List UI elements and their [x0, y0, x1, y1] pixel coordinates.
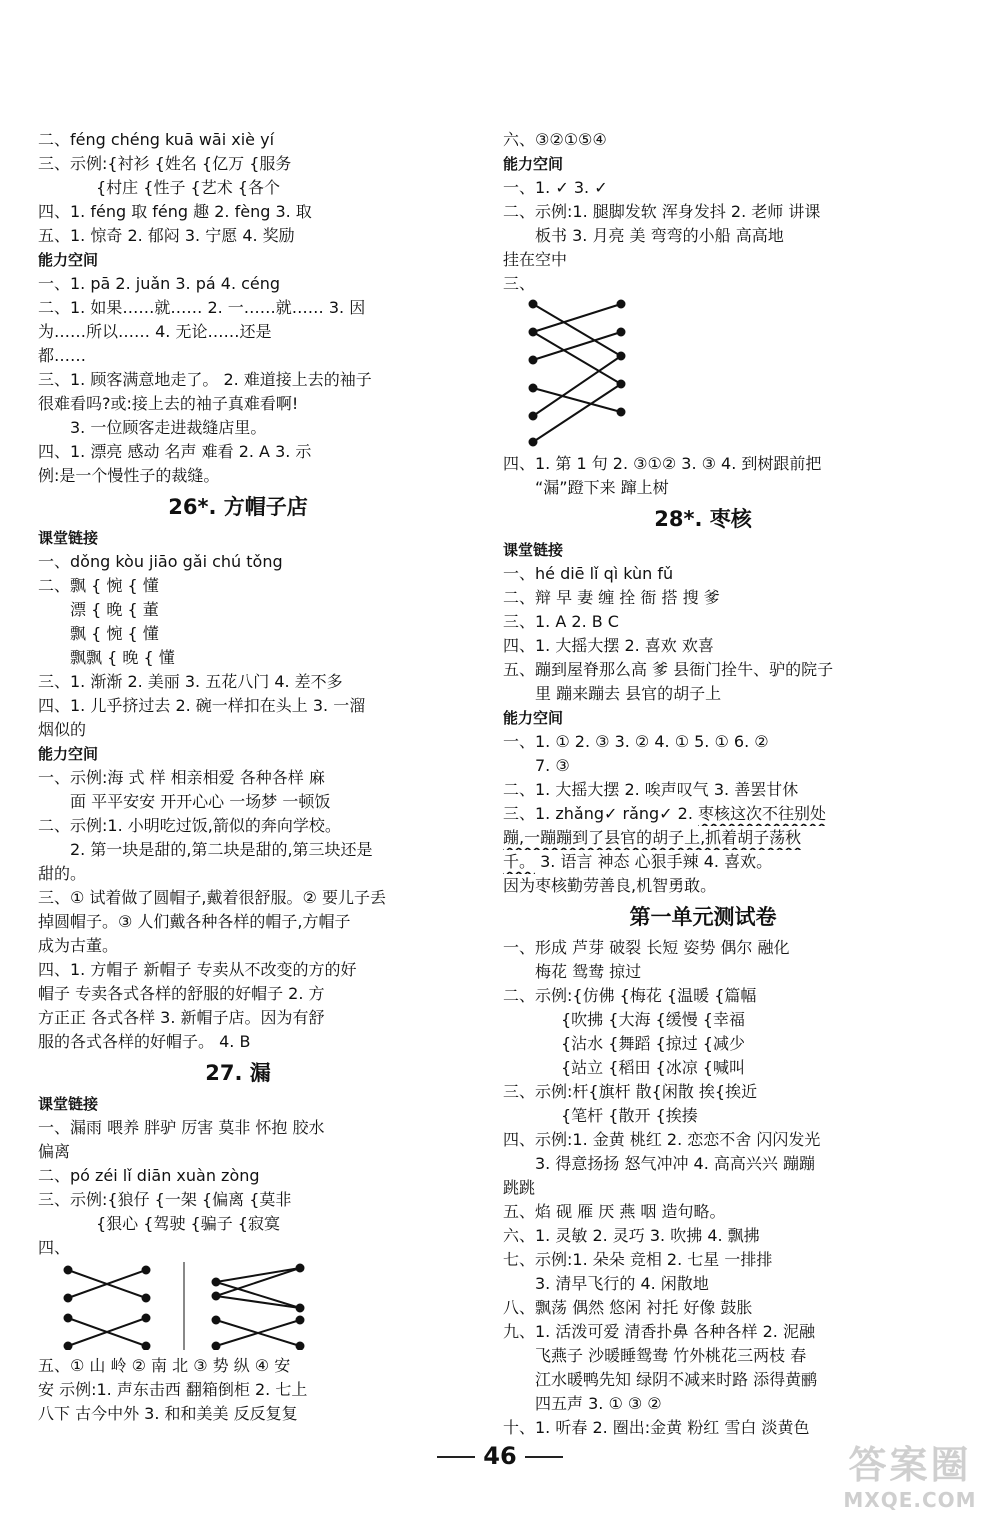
subsection-label: 能力空间	[38, 251, 99, 269]
watermark-logo	[826, 1442, 994, 1522]
answer-line: 3. 清早飞行的 4. 闲散地	[535, 1274, 709, 1293]
answer-line: {狠心 {驾驶 {骗子 {寂寞	[96, 1214, 280, 1233]
answer-line: 二、示例:1. 腿脚发软 浑身发抖 2. 老师 讲课	[503, 202, 821, 221]
answer-line: 一、1. ✓ 3. ✓	[503, 178, 608, 197]
answer-line: 三、示例:{狼仔 {一架 {偏离 {莫非	[38, 1190, 292, 1209]
answer-line: 江水暖鸭先知 绿阴不减来时路 添得黄鹂	[535, 1370, 818, 1389]
answer-line: 十、1. 听春 2. 圈出:金黄 粉红 雪白 淡黄色	[503, 1418, 810, 1437]
answer-line: 三、示例:杆{旗杆 散{闲散 挨{挨近	[503, 1082, 758, 1101]
answer-line: 八下 古今中外 3. 和和美美 反反复复	[38, 1404, 298, 1423]
subsection-label: 能力空间	[503, 709, 564, 727]
answer-line: 飘 { 惋 { 懂	[70, 624, 159, 643]
answer-line: 里 蹦来蹦去 县官的胡子上	[535, 684, 722, 703]
page-number-text: 46	[483, 1442, 517, 1470]
answer-line: 二、féng chéng kuā wāi xiè yí	[38, 130, 275, 149]
answer-line: 飘飘 { 晚 { 懂	[70, 648, 175, 667]
wavy-underlined-answer: 千。	[503, 852, 536, 871]
answer-line: 板书 3. 月亮 美 弯弯的小船 高高地	[535, 226, 784, 245]
answer-line: 四、示例:1. 金黄 桃红 2. 恋恋不舍 闪闪发光	[503, 1130, 821, 1149]
answer-line: 九、1. 活泼可爱 清香扑鼻 各种各样 2. 泥融	[503, 1322, 815, 1341]
answer-line: 五、① 山 岭 ② 南 北 ③ 势 纵 ④ 安	[38, 1356, 291, 1375]
answer-line: {站立 {稻田 {冰凉 {喊叫	[561, 1058, 745, 1077]
answer-line: 一、dǒng kòu jiāo gǎi chú tǒng	[38, 552, 283, 571]
answer-line: 甜的。	[38, 864, 87, 883]
subsection-label: 课堂链接	[503, 541, 564, 559]
answer-line: 八、飘荡 偶然 悠闲 衬托 好像 鼓胀	[503, 1298, 753, 1317]
answer-line: 挂在空中	[503, 250, 568, 269]
dash-left	[437, 1456, 475, 1458]
right-column	[503, 128, 903, 1440]
answer-line: 掉圆帽子。③ 人们戴各种各样的帽子,方帽子	[38, 912, 351, 931]
lesson-title: 28*. 枣核	[654, 507, 752, 531]
answer-line: 四、1. féng 取 féng 趣 2. fèng 3. 取	[38, 202, 312, 221]
answer-line: 四、1. 第 1 句 2. ③①② 3. ③ 4. 到树跟前把	[503, 454, 822, 473]
answer-line: 四、	[38, 1238, 71, 1257]
answer-line: 3. 一位顾客走进裁缝店里。	[70, 418, 267, 437]
answer-text: 三、1. zhǎng✓ rǎng✓ 2.	[503, 804, 699, 823]
answer-line: {笔杆 {散开 {挨揍	[561, 1106, 698, 1125]
answer-line: 烟似的	[38, 720, 87, 739]
answer-line: 五、蹦到屋脊那么高 爹 县衙门拴牛、驴的院子	[503, 660, 834, 679]
lesson-title: 26*. 方帽子店	[168, 495, 308, 519]
answer-line: 四五声 3. ① ③ ②	[535, 1394, 662, 1413]
left-column	[38, 128, 438, 1426]
answer-line: 都……	[38, 346, 87, 365]
matching-lines-diagram	[503, 298, 883, 448]
answer-line: 二、1. 如果……就…… 2. 一……就…… 3. 因	[38, 298, 366, 317]
answer-line: 方正正 各式各样 3. 新帽子店。因为有舒	[38, 1008, 325, 1027]
watermark-text: 答案圈	[848, 1442, 972, 1487]
answer-line: 一、1. pā 2. juǎn 3. pá 4. céng	[38, 274, 281, 293]
answer-line: 四、1. 儿乎挤过去 2. 碗一样扣在头上 3. 一溜	[38, 696, 366, 715]
answer-text: 3. 语言 神态 心狠手辣 4. 喜欢。	[535, 852, 773, 871]
answer-line: 二、示例:1. 小明吃过饭,箭似的奔向学校。	[38, 816, 341, 835]
answer-line: 三、① 试着做了圆帽子,戴着很舒服。② 要儿子丢	[38, 888, 386, 907]
answer-line: 服的各式各样的好帽子。 4. B	[38, 1032, 251, 1051]
answer-line: 漂 { 晚 { 董	[70, 600, 159, 619]
answer-line: 安 示例:1. 声东击西 翻箱倒柜 2. 七上	[38, 1380, 308, 1399]
answer-line: 成为古董。	[38, 936, 119, 955]
subsection-label: 能力空间	[503, 155, 564, 173]
answer-line: 例:是一个慢性子的裁缝。	[38, 466, 220, 485]
answer-line: 2. 第一块是甜的,第二块是甜的,第三块还是	[70, 840, 373, 859]
answer-line: {吹拂 {大海 {缓慢 {幸福	[561, 1010, 745, 1029]
answer-line: 三、	[503, 274, 536, 293]
answer-line: 一、形成 芦芽 破裂 长短 姿势 偶尔 融化	[503, 938, 790, 957]
answer-line: 三、示例:{衬衫 {姓名 {亿万 {服务	[38, 154, 292, 173]
answer-line: 很难看吗?或:接上去的袖子真难看啊!	[38, 394, 299, 413]
answer-line: 四、1. 漂亮 感动 名声 难看 2. A 3. 示	[38, 442, 312, 461]
answer-line: 3. 得意扬扬 怒气冲冲 4. 高高兴兴 蹦蹦	[535, 1154, 815, 1173]
answer-line: 一、1. ① 2. ③ 3. ② 4. ① 5. ① 6. ②	[503, 732, 769, 751]
answer-line: 三、1. 顾客满意地走了。 2. 难道接上去的袖子	[38, 370, 372, 389]
answer-line: 五、1. 惊奇 2. 郁闷 3. 宁愿 4. 奖励	[38, 226, 295, 245]
answer-line: 二、1. 大摇大摆 2. 唉声叹气 3. 善罢甘休	[503, 780, 799, 799]
answer-line: 一、hé diē lǐ qì kùn fǔ	[503, 564, 674, 583]
dash-right	[525, 1456, 563, 1458]
answer-line	[503, 802, 903, 826]
answer-line: 飞燕子 沙暖睡鸳鸯 竹外桃花三两枝 春	[535, 1346, 807, 1365]
answer-line: 七、示例:1. 朵朵 竞相 2. 七星 一排排	[503, 1250, 773, 1269]
answer-line: 三、1. 渐渐 2. 美丽 3. 五花八门 4. 差不多	[38, 672, 343, 691]
answer-line: 二、pó zéi lǐ diān xuàn zòng	[38, 1166, 260, 1185]
answer-line: 四、1. 大摇大摆 2. 喜欢 欢喜	[503, 636, 714, 655]
answer-line: {沾水 {舞蹈 {掠过 {减少	[561, 1034, 745, 1053]
subsection-label: 能力空间	[38, 745, 99, 763]
answer-line: 帽子 专卖各式各样的舒服的好帽子 2. 方	[38, 984, 325, 1003]
wavy-underlined-answer: 蹦,一蹦蹦到了县官的胡子上,抓着胡子荡秋	[503, 828, 802, 847]
answer-line: 二、飘 { 惋 { 懂	[38, 576, 159, 595]
answer-line: 三、1. A 2. B C	[503, 612, 619, 631]
answer-line: 四、1. 方帽子 新帽子 专卖从不改变的方的好	[38, 960, 357, 979]
watermark-url: MXQE.COM	[843, 1488, 977, 1512]
test-title: 第一单元测试卷	[629, 905, 777, 929]
answer-line: 为……所以…… 4. 无论……还是	[38, 322, 272, 341]
answer-line: 二、示例:{仿佛 {梅花 {温暖 {篇幅	[503, 986, 757, 1005]
answer-line: 二、辩 早 妻 缠 拴 衙 搭 搜 爹	[503, 588, 720, 607]
answer-line: “漏”蹬下来 蹿上树	[535, 478, 669, 497]
answer-line: 一、示例:海 式 样 相亲相爱 各种各样 麻	[38, 768, 325, 787]
subsection-label: 课堂链接	[38, 529, 99, 547]
answer-line: 梅花 鸳鸯 掠过	[535, 962, 642, 981]
answer-line: {村庄 {性子 {艺术 {各个	[96, 178, 280, 197]
answer-line: 7. ③	[535, 756, 570, 775]
answer-line: 跳跳	[503, 1178, 536, 1197]
wavy-underlined-answer: 枣核这次不往别处	[698, 804, 827, 823]
answer-line: 六、③②①⑤④	[503, 130, 607, 149]
matching-lines-diagram	[38, 1262, 418, 1350]
answer-line: 偏离	[38, 1142, 71, 1161]
answer-line: 五、焰 砚 雁 厌 燕 咽 造句略。	[503, 1202, 726, 1221]
answer-line	[503, 850, 903, 874]
subsection-label: 课堂链接	[38, 1095, 99, 1113]
answer-line: 六、1. 灵敏 2. 灵巧 3. 吹拂 4. 飘拂	[503, 1226, 760, 1245]
answer-line: 因为枣核勤劳善良,机智勇敢。	[503, 876, 717, 895]
lesson-title: 27. 漏	[205, 1061, 271, 1085]
answer-line: 一、漏雨 喂养 胖驴 厉害 莫非 怀抱 胶水	[38, 1118, 325, 1137]
answer-line: 面 平平安安 开开心心 一场梦 一顿饭	[70, 792, 331, 811]
